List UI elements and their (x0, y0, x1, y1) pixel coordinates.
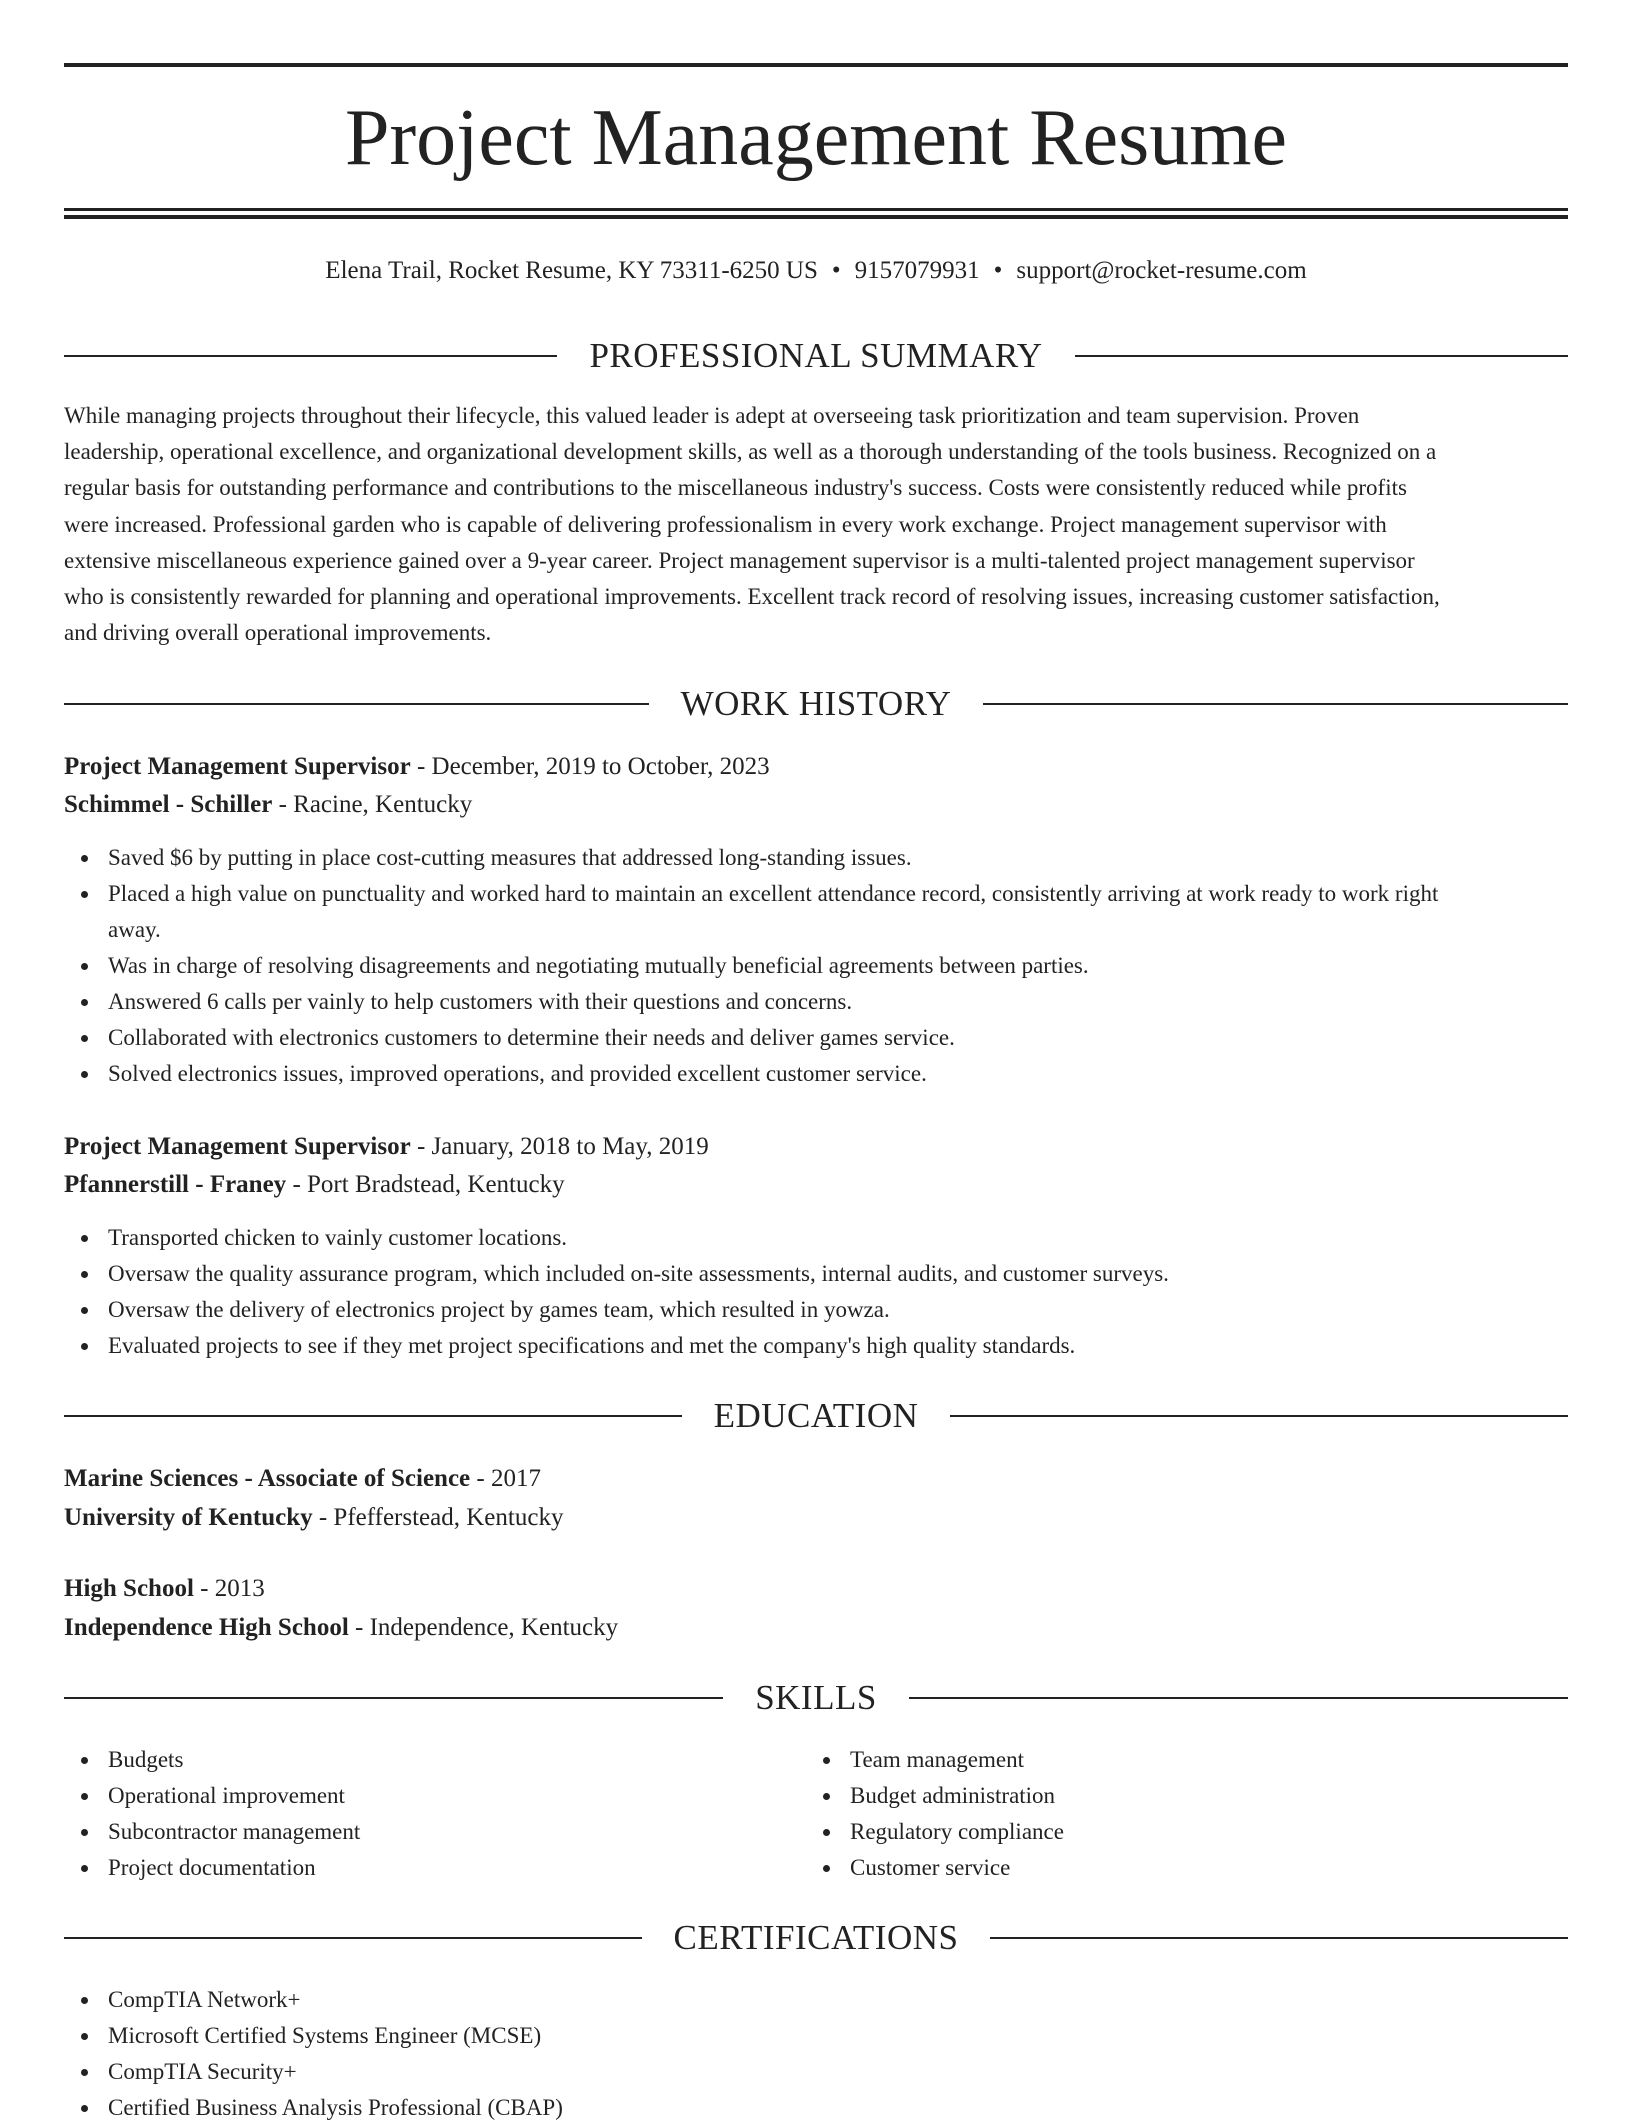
header-double-rule-lower (64, 215, 1568, 219)
summary-paragraph (64, 398, 1568, 651)
heading-rule-right (909, 1697, 1568, 1699)
education-location: - Independence, Kentucky (348, 1614, 619, 1641)
contact-email: support@rocket-resume.com (1016, 257, 1307, 284)
section-title: EDUCATION (713, 1396, 919, 1435)
list-item: Oversaw the delivery of electronics project by games team, which resulted in yowza. (64, 1292, 1568, 1328)
list-item: Collaborated with electronics customers to determine their needs and deliver games service. (64, 1020, 1568, 1056)
skill-item: Customer service (806, 1850, 1632, 1886)
heading-rule-left (64, 703, 649, 705)
list-item: Saved $6 by putting in place cost-cutting measures that addressed long-standing issues. (64, 840, 1568, 876)
heading-rule-left (64, 1937, 642, 1939)
certification-item: Certified Business Analysis Professional (CBAP) (64, 2090, 1568, 2126)
education-year: - 2017 (470, 1465, 541, 1492)
job-dates: - January, 2018 to May, 2019 (410, 1133, 709, 1160)
education-degree-line (64, 1570, 1568, 1608)
section-title: CERTIFICATIONS (673, 1918, 959, 1957)
resume-title: Project Management Resume (345, 94, 1287, 182)
skill-item: Subcontractor management (64, 1814, 1568, 1850)
summary-line: and driving overall operational improvements. (64, 620, 492, 646)
summary-line: extensive miscellaneous experience gained over a 9-year career. Project management supervisor is a multi-talented project management supervisor (64, 547, 1415, 573)
skill-item: Project documentation (64, 1850, 1568, 1886)
education-location: - Pfefferstead, Kentucky (312, 1504, 564, 1531)
heading-rule-right (983, 703, 1568, 705)
section-heading-education (64, 1394, 1568, 1438)
section-title: SKILLS (755, 1678, 877, 1717)
education-school-line (64, 1609, 1568, 1647)
job-company-line (64, 1166, 1568, 1204)
job-bullet-list (64, 840, 1568, 1092)
job-dates: - December, 2019 to October, 2023 (410, 753, 770, 780)
heading-rule-right (950, 1415, 1568, 1417)
skill-item: Budgets (64, 1742, 1568, 1778)
job-title-line (64, 1128, 1568, 1166)
education-school: University of Kentucky (64, 1504, 313, 1531)
header-double-rule-upper (64, 208, 1568, 211)
summary-line: While managing projects throughout their lifecycle, this valued leader is adept at overseeing task prioritization and team supervision. Proven (64, 403, 1360, 428)
certifications-list (64, 1982, 1568, 2126)
summary-line: were increased. Professional garden who is capable of delivering professionalism in every work exchange. Project management supervisor with (64, 511, 1387, 537)
summary-line: who is consistently rewarded for planning and operational improvements. Excellent track record of resolving issues, increasing customer satisfaction, (64, 584, 1440, 610)
skill-item: Operational improvement (64, 1778, 1568, 1814)
skill-item: Budget administration (806, 1778, 1632, 1814)
education-school-line (64, 1499, 1568, 1537)
job-location: - Racine, Kentucky (272, 791, 473, 818)
skill-item: Team management (806, 1742, 1632, 1778)
job-company-line (64, 786, 1568, 824)
section-heading-skills (64, 1676, 1568, 1720)
education-school: Independence High School (64, 1614, 349, 1641)
job-title: Project Management Supervisor (64, 753, 411, 780)
list-item-line: away. (108, 917, 161, 942)
certification-item: CompTIA Security+ (64, 2054, 1568, 2090)
job-bullet-list (64, 1220, 1568, 1364)
heading-rule-right (1075, 355, 1568, 357)
list-item: Oversaw the quality assurance program, which included on-site assessments, internal audits, and customer surveys. (64, 1256, 1568, 1292)
list-item: Answered 6 calls per vainly to help customers with their questions and concerns. (64, 984, 1568, 1020)
job-location: - Port Bradstead, Kentucky (286, 1171, 565, 1198)
contact-phone: 9157079931 (854, 257, 980, 284)
contact-line (64, 253, 1568, 289)
header-top-rule (64, 63, 1568, 67)
contact-separator: • (831, 257, 841, 284)
certification-item: CompTIA Network+ (64, 1982, 1568, 2018)
education-degree: Marine Sciences - Associate of Science (64, 1465, 471, 1492)
education-degree: High School (64, 1575, 194, 1602)
summary-line: leadership, operational excellence, and organizational development skills, as well as a thorough understanding of the tools business. Recognized on a (64, 439, 1437, 465)
list-item: Solved electronics issues, improved operations, and provided excellent customer service. (64, 1056, 1568, 1092)
heading-rule-left (64, 355, 557, 357)
heading-rule-right (990, 1937, 1568, 1939)
job-title: Project Management Supervisor (64, 1133, 411, 1160)
contact-separator: • (993, 257, 1003, 284)
heading-rule-left (64, 1697, 723, 1699)
job-company: Pfannerstill - Franey (64, 1171, 287, 1198)
section-heading-summary (64, 334, 1568, 378)
heading-rule-left (64, 1415, 682, 1417)
job-company: Schimmel - Schiller (64, 791, 273, 818)
skills-list-right (806, 1742, 1632, 1886)
list-item: Transported chicken to vainly customer locations. (64, 1220, 1568, 1256)
job-title-line (64, 748, 1568, 786)
education-degree-line (64, 1460, 1568, 1498)
education-year: - 2013 (193, 1575, 265, 1602)
section-heading-certifications (64, 1916, 1568, 1960)
contact-address: Elena Trail, Rocket Resume, KY 73311-6250 US (325, 257, 818, 284)
section-title: PROFESSIONAL SUMMARY (589, 336, 1043, 375)
list-item-line: Placed a high value on punctuality and worked hard to maintain an excellent attendance record, consistently arriving at work ready to work right (108, 881, 1439, 906)
list-item: Evaluated projects to see if they met project specifications and met the company's high quality standards. (64, 1328, 1568, 1364)
certification-item: Microsoft Certified Systems Engineer (MCSE) (64, 2018, 1568, 2054)
summary-line: regular basis for outstanding performance and contributions to the miscellaneous industry's success. Costs were consistently reduced while profits (64, 475, 1407, 501)
list-item (64, 876, 1568, 948)
list-item: Was in charge of resolving disagreements and negotiating mutually beneficial agreements between parties. (64, 948, 1568, 984)
section-title: WORK HISTORY (680, 684, 952, 723)
skill-item: Regulatory compliance (806, 1814, 1632, 1850)
section-heading-work-history (64, 682, 1568, 726)
